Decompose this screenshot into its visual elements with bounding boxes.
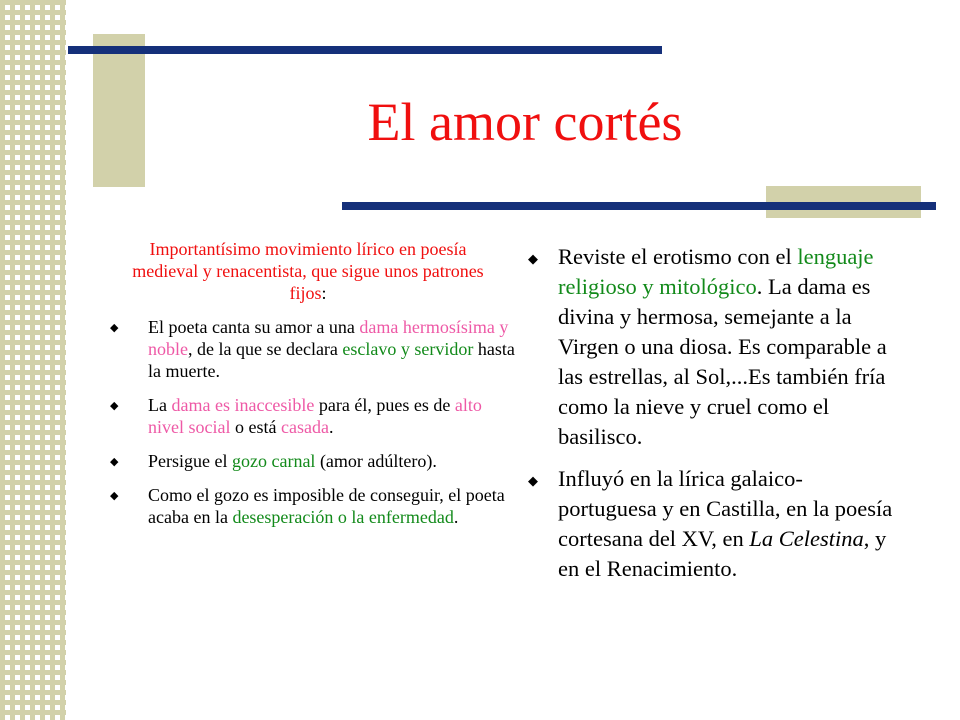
highlight-pink: dama es inaccesible <box>171 395 315 415</box>
list-item <box>96 484 516 528</box>
text-segment: Persigue el <box>148 451 232 471</box>
intro-paragraph <box>96 238 516 304</box>
text-segment: Influyó en la lírica galaico-portuguesa y en Castilla, en la poesía cortesana del XV, en <box>558 466 893 551</box>
text-segment: Reviste el erotismo con el <box>558 244 798 269</box>
text-segment: . <box>453 507 459 527</box>
diamond-bullet-icon: ◆ <box>110 490 119 502</box>
slide-title: El amor cortés <box>367 92 683 152</box>
text-segment: . <box>328 417 334 437</box>
text-segment: o está <box>230 417 281 437</box>
text-segment: , y en el Renacimiento. <box>558 526 887 581</box>
highlight-pink: alto nivel social <box>148 395 482 437</box>
decorative-tan-block-top <box>93 34 145 187</box>
text-segment: (amor adúltero). <box>315 451 437 471</box>
text-segment: . La dama es divina y hermosa, semejante a la Virgen o una diosa. Es comparable a las estrellas, al Sol,...Es también fría como la nieve y cruel como el basilisco. <box>558 274 887 449</box>
right-bullet-list <box>524 242 896 584</box>
text-segment: El poeta canta su amor a una <box>148 317 360 337</box>
text-segment: hasta la muerte. <box>148 339 515 381</box>
highlight-pink: casada <box>280 417 329 437</box>
diamond-bullet-icon: ◆ <box>110 400 119 412</box>
list-item <box>96 394 516 438</box>
intro-highlight: Importantísimo movimiento lírico en poesía medieval y renacentista, que sigue unos patrones fijos <box>132 239 484 303</box>
diamond-bullet-icon: ◆ <box>528 473 538 488</box>
text-segment: , de la que se declara <box>188 339 343 359</box>
list-item <box>524 464 896 584</box>
highlight-pink: dama hermosísima y noble <box>148 317 509 359</box>
right-column <box>524 242 896 596</box>
highlight-green: gozo carnal <box>231 451 316 471</box>
highlight-green: esclavo y servidor <box>342 339 474 359</box>
list-item <box>96 450 516 472</box>
list-item <box>96 316 516 382</box>
diamond-bullet-icon: ◆ <box>528 251 538 266</box>
highlight-green: desesperación o la enfermedad <box>232 507 454 527</box>
intro-colon: : <box>321 283 327 303</box>
text-segment: para él, pues es de <box>314 395 455 415</box>
decorative-grid-strip <box>0 0 66 720</box>
decorative-navy-line-top <box>68 46 662 54</box>
left-bullet-list <box>96 316 516 528</box>
text-segment: Como el gozo es imposible de conseguir, el poeta acaba en la <box>148 485 505 527</box>
decorative-navy-line-bottom <box>342 202 936 210</box>
highlight-green: lenguaje religioso y mitológico <box>558 244 874 299</box>
diamond-bullet-icon: ◆ <box>110 456 119 468</box>
italic-title: La Celestina <box>749 526 864 551</box>
text-segment: La <box>148 395 172 415</box>
left-column <box>96 238 516 540</box>
diamond-bullet-icon: ◆ <box>110 322 119 334</box>
list-item <box>524 242 896 452</box>
